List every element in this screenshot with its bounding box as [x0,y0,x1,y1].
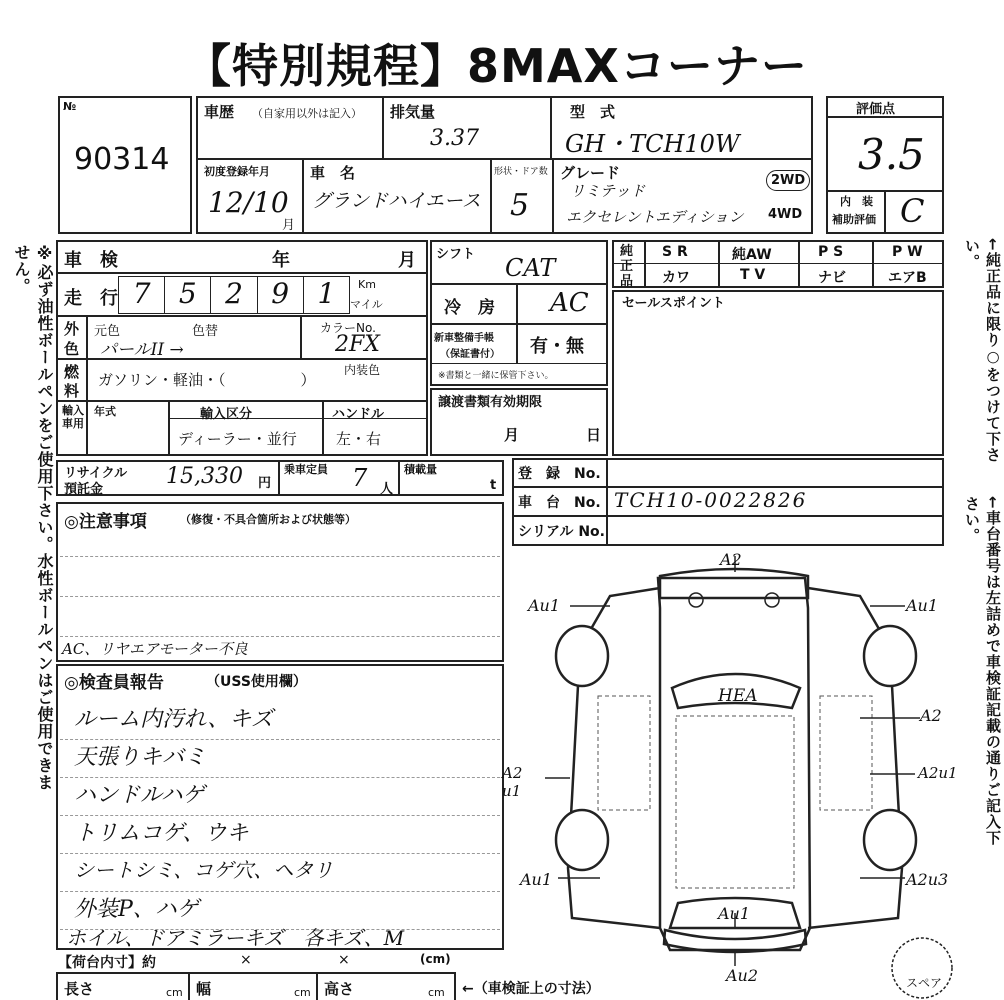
grade-label: グレード [560,164,621,182]
capacity-unit: 人 [380,482,394,497]
chassis-number-note: ←車台番号は左詰めで車検証記載の通りご記入下さい。 [963,496,1002,846]
displacement-label: 排気量 [390,103,436,121]
ext-color-label1: 外 [64,320,80,338]
cargo-label: 【荷台内寸】約 [58,955,156,971]
wheel-front-right [864,626,916,686]
inspection-month: 月 [398,250,416,271]
transfer-label: 譲渡書類有効期限 [438,395,543,410]
transfer-month: 月 [504,426,520,444]
lot-number-box [58,96,192,234]
front-bumper [660,569,808,598]
displacement-value: 3.37 [430,126,479,151]
options-side-2: 正 [620,259,634,274]
grade-line2: エクセレントエディション [566,208,744,226]
mileage-unit-km: Km [358,278,376,291]
page-title: 【特別規程】8MAXコーナー [185,39,808,93]
maintenance-note: ※書類と一緒に保管下さい。 [438,371,554,381]
damage-mark-right-mid2: A2u1 [918,764,958,782]
repaint-label: 色替 [192,324,219,339]
inspector-line: ホイル、ドアミラーキズ 各キズ、M [66,926,405,950]
damage-mark-right-rear: A2u3 [906,870,949,889]
cargo-width: 幅 [196,980,212,998]
interior-label: 内 装 [840,195,873,208]
recycle-label1: リサイクル [64,466,128,481]
capacity-label: 乗車定員 [284,463,328,476]
damage-mark-bottom: Au2 [726,966,759,985]
option-aw: 純AW [732,247,772,263]
option-navi: ナビ [818,270,846,286]
history-note: （自家用以外は記入） [252,107,362,120]
first-reg-month: 月 [282,218,296,233]
cargo-unit: (cm) [420,952,451,966]
maintenance-value: 有・無 [530,336,584,357]
grade-line1: リミテッド [570,182,646,200]
history-label: 車歴 [204,103,235,121]
damage-mark-left-front: Au1 [528,596,561,615]
shape-value: 5 [510,188,530,223]
import-label: 輸入車用 [62,404,84,430]
shift-label: シフト [436,247,476,262]
inspector-line: トリムコゲ、ウキ [74,821,249,846]
inspector-line: 天張りキバミ [74,745,207,770]
damage-mark-right-mid: A2 [920,706,942,725]
wheel-front-left [556,626,608,686]
handle-label: ハンドル [332,407,385,422]
cargo-ref: ←（車検証上の寸法） [462,981,600,997]
car-name-label: 車 名 [310,164,356,182]
inspection-year: 年 [272,250,290,271]
fuel-label1: 燃 [64,363,80,381]
inspector-sub: （USS使用欄） [206,674,307,690]
damage-mark-left-rear: Au1 [520,870,553,889]
notes-sub: （修復・不具合箇所および状態等） [180,513,356,526]
wheel-rear-left [556,810,608,870]
mileage-digits [118,276,350,314]
mileage-digit: 5 [165,277,211,313]
ext-color-label2: 色 [64,340,80,358]
recycle-label2: 預託金 [64,482,104,497]
car-damage-diagram [510,548,960,996]
car-body-outline [658,578,810,950]
shape-label: 形状・ドア数 [494,167,548,177]
color-no-value: 2FX [335,332,380,357]
recycle-yen: 円 [258,476,272,491]
import-category-value: ディーラー・並行 [178,430,297,448]
inspector-line: ルーム内汚れ、キズ [74,707,273,732]
model-label: 型 式 [570,103,616,121]
rating-value: 3.5 [858,130,925,179]
car-name-value: グランドハイエース [312,190,481,212]
aircon-value: AC [550,288,589,318]
damage-mark-windshield: HEA [718,686,758,706]
grade-2wd: 2WD [766,170,810,191]
option-airbag: エアB [888,270,927,286]
mileage-unit-mile: マイル [350,298,383,311]
ext-color-value: パールII → [100,340,184,360]
import-year: 年式 [94,405,116,418]
mileage-digit: 7 [119,277,165,313]
option-pw: P W [892,244,923,260]
load-unit: t [490,478,497,493]
ink-warning-note: ※必ず油性ボールペンをご使用下さい。水性ボールペンはご使用できません。 [12,244,54,791]
cargo-x2: × [338,952,350,968]
capacity-value: 7 [352,464,368,492]
options-side-3: 品 [620,274,634,289]
transfer-day: 日 [586,426,602,444]
spare-label: スペア [906,976,943,990]
interior-color-label: 内装色 [344,363,381,377]
inspector-line: 外装P、ハゲ [74,897,199,922]
chassis-no-label: 車 台 No. [518,495,601,511]
option-leather: カワ [662,270,690,286]
notes-text: AC、リヤエアモーター不良 [62,640,248,658]
lot-no-label: № [63,100,77,113]
mileage-label: 走 行 [64,288,118,309]
serial-no-label: シリアル No. [518,524,605,540]
inspector-line: シートシミ、コゲ穴、ヘタリ [74,858,334,882]
damage-mark-rear: Au1 [718,904,751,923]
orig-color-label: 元色 [94,324,121,339]
recycle-value: 15,330 [166,464,243,489]
first-reg-label: 初度登録年月 [204,165,270,178]
notes-label: ◎注意事項 [64,512,147,532]
sales-point-box [612,290,944,456]
first-reg-value: 12/10 [208,186,289,219]
import-category-label: 輸入区分 [200,407,253,422]
cargo-x1: × [240,952,252,968]
lot-number: 90314 [74,142,170,177]
cargo-height: 高さ [324,980,355,998]
shift-value: CAT [505,254,556,282]
fuel-options: ガソリン・軽油・（ ） [98,371,316,389]
options-side-1: 純 [620,244,634,259]
load-label: 積載量 [404,463,437,476]
cargo-length: 長さ [64,980,95,998]
cargo-height-cm: cm [428,986,445,999]
reg-no-label: 登 録 No. [518,466,601,482]
inspection-label: 車 検 [64,250,118,271]
maintenance-label1: 新車整備手帳 [434,333,494,344]
interior-label2: 補助評価 [832,213,876,226]
model-value: GH・TCH10W [565,130,740,158]
genuine-parts-note: ←純正品に限り○をつけて下さい。 [963,238,1002,463]
option-sr: S R [662,244,688,260]
cargo-dims-row [56,972,456,1000]
color-no-label: カラーNo. [320,321,376,335]
wheel-rear-right [864,810,916,870]
damage-mark-left-mid: A2 u1 [502,764,523,800]
option-tv: T V [740,267,766,283]
chassis-no-value: TCH10-0022826 [614,488,808,512]
mileage-digit: 2 [211,277,257,313]
damage-mark-right-front: Au1 [906,596,939,615]
option-ps: P S [818,244,844,260]
mileage-digit: 1 [317,277,336,310]
grade-4wd: 4WD [768,207,803,222]
cargo-width-cm: cm [294,986,311,999]
maintenance-label2: （保証書付） [440,349,500,360]
handle-value: 左・右 [336,430,382,448]
fuel-label2: 料 [64,382,80,400]
sales-point-label: セールスポイント [622,296,725,311]
inspector-line: ハンドルハゲ [74,783,205,808]
cargo-length-cm: cm [166,986,183,999]
mileage-digit: 9 [258,277,304,313]
aircon-label: 冷 房 [444,298,495,318]
damage-mark-front: A2 [720,550,742,569]
inspector-label: ◎検査員報告 [64,673,164,693]
interior-value: C [900,192,925,230]
rating-label: 評価点 [856,102,896,117]
